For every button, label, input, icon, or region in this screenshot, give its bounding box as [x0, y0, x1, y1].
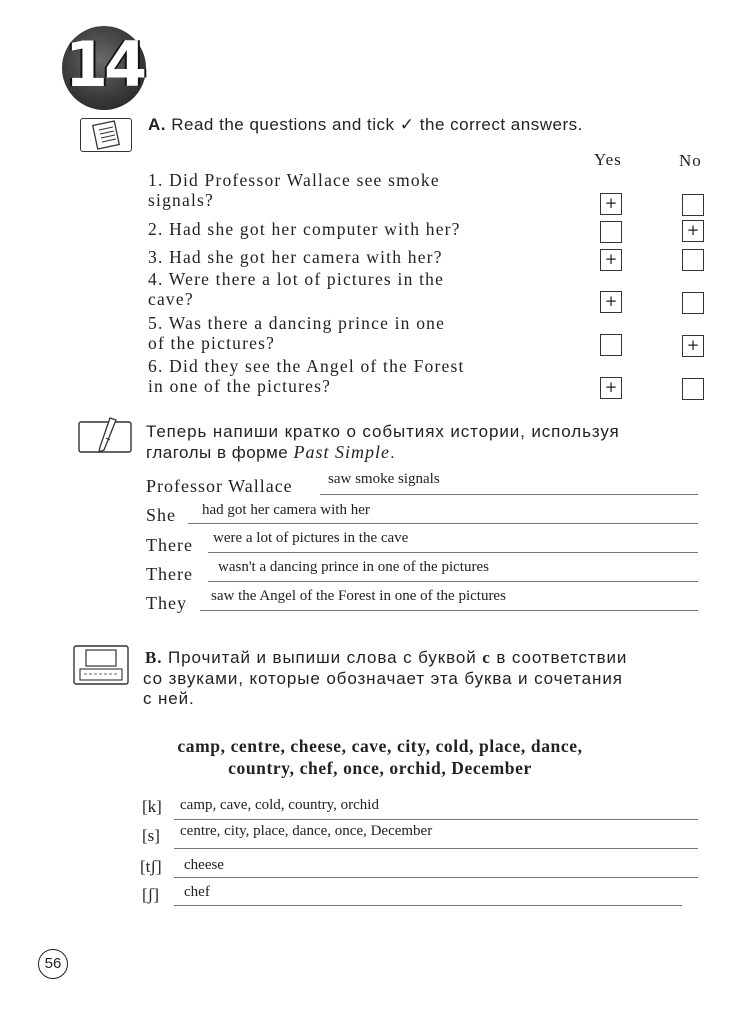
question-6-line-2: in one of the pictures? — [148, 376, 332, 396]
answer-line — [200, 610, 698, 611]
writing-task-instruction-line-2 — [146, 442, 395, 463]
section-b-instruction-line-3: с ней. — [143, 689, 195, 708]
sound-s-answer[interactable]: centre, city, place, dance, once, December — [180, 823, 433, 839]
word-list-line-2: country, chef, once, orchid, December — [228, 758, 532, 778]
letter-c: c — [482, 648, 491, 667]
question-1-line-1: 1. Did Professor Wallace see smoke — [148, 170, 440, 190]
instruction-text: Прочитай и выпиши слова с буквой — [168, 648, 477, 667]
answer-line — [174, 819, 698, 820]
sound-k-answer[interactable]: camp, cave, cold, country, orchid — [180, 797, 379, 813]
section-a-letter: A. — [148, 115, 166, 134]
answer-line — [174, 848, 698, 849]
answer-line — [320, 494, 698, 495]
no-column-header: No — [679, 151, 702, 170]
sentence-3-stem: There — [146, 535, 193, 555]
instruction-text-end: the correct answers. — [419, 115, 583, 134]
yes-column-header: Yes — [594, 150, 622, 169]
unit-number: 14 — [64, 28, 144, 101]
sentence-4-answer[interactable]: wasn't a dancing prince in one of the pictures — [218, 559, 489, 575]
question-5-line-1: 5. Was there a dancing prince in one — [148, 313, 446, 333]
q3-no-checkbox[interactable] — [682, 249, 704, 271]
question-6-line-1: 6. Did they see the Angel of the Forest — [148, 356, 465, 376]
answer-line — [188, 523, 698, 524]
tick-mark-icon: ✓ — [399, 115, 415, 134]
q2-yes-checkbox[interactable] — [600, 221, 622, 243]
q5-yes-checkbox[interactable] — [600, 334, 622, 356]
instruction-period: . — [390, 443, 396, 462]
q2-no-checkbox[interactable]: + — [682, 220, 704, 242]
writing-task-instruction-line-1: Теперь напиши кратко о событиях истории, используя — [146, 422, 620, 441]
q6-no-checkbox[interactable] — [682, 378, 704, 400]
section-b-instruction-line-1 — [145, 648, 627, 668]
sentence-2-stem: She — [146, 505, 176, 525]
sound-sh-symbol: [ʃ] — [142, 885, 159, 904]
word-list-line-1: camp, centre, cheese, cave, city, cold, place, dance, — [177, 736, 583, 756]
answer-line — [208, 581, 698, 582]
unit-number-badge — [62, 26, 146, 110]
q5-no-checkbox[interactable]: + — [682, 335, 704, 357]
sentence-2-answer[interactable]: had got her camera with her — [202, 502, 370, 518]
laptop-icon — [72, 644, 130, 686]
section-a-instruction — [148, 115, 583, 135]
sentence-3-answer[interactable]: were a lot of pictures in the cave — [213, 530, 409, 546]
answer-line — [174, 877, 698, 878]
sound-sh-answer[interactable]: chef — [184, 884, 210, 900]
sound-k-symbol: [k] — [142, 797, 162, 816]
q6-yes-checkbox[interactable]: + — [600, 377, 622, 399]
sentence-5-stem: They — [146, 593, 187, 613]
sentence-1-answer[interactable]: saw smoke signals — [328, 471, 440, 487]
question-5-line-2: of the pictures? — [148, 333, 276, 353]
question-2-line-1: 2. Had she got her computer with her? — [148, 219, 461, 239]
past-simple-term: Past Simple — [293, 442, 390, 462]
sound-tsh-symbol: [tʃ] — [140, 857, 162, 876]
instruction-text: глаголы в форме — [146, 443, 289, 462]
answer-line — [174, 905, 682, 906]
answer-line — [208, 552, 698, 553]
pencil-icon — [76, 416, 134, 456]
page-number: 56 — [38, 949, 68, 979]
sentence-1-stem: Professor Wallace — [146, 476, 293, 496]
sound-tsh-answer[interactable]: cheese — [184, 857, 224, 873]
notepad-icon — [80, 118, 132, 152]
question-3-line-1: 3. Had she got her camera with her? — [148, 247, 443, 267]
q3-yes-checkbox[interactable]: + — [600, 249, 622, 271]
sentence-5-answer[interactable]: saw the Angel of the Forest in one of the pictures — [211, 588, 506, 604]
q1-no-checkbox[interactable] — [682, 194, 704, 216]
question-1-line-2: signals? — [148, 190, 214, 210]
instruction-text-end: в соответствии — [496, 648, 628, 667]
section-b-letter: B. — [145, 648, 163, 667]
question-4-line-1: 4. Were there a lot of pictures in the — [148, 269, 445, 289]
sound-s-symbol: [s] — [142, 826, 160, 845]
q4-yes-checkbox[interactable]: + — [600, 291, 622, 313]
q1-yes-checkbox[interactable]: + — [600, 193, 622, 215]
instruction-text: Read the questions and tick — [171, 115, 395, 134]
question-4-line-2: cave? — [148, 289, 194, 309]
q4-no-checkbox[interactable] — [682, 292, 704, 314]
section-b-instruction-line-2: со звуками, которые обозначает эта буква и сочетания — [143, 669, 623, 688]
sentence-4-stem: There — [146, 564, 193, 584]
